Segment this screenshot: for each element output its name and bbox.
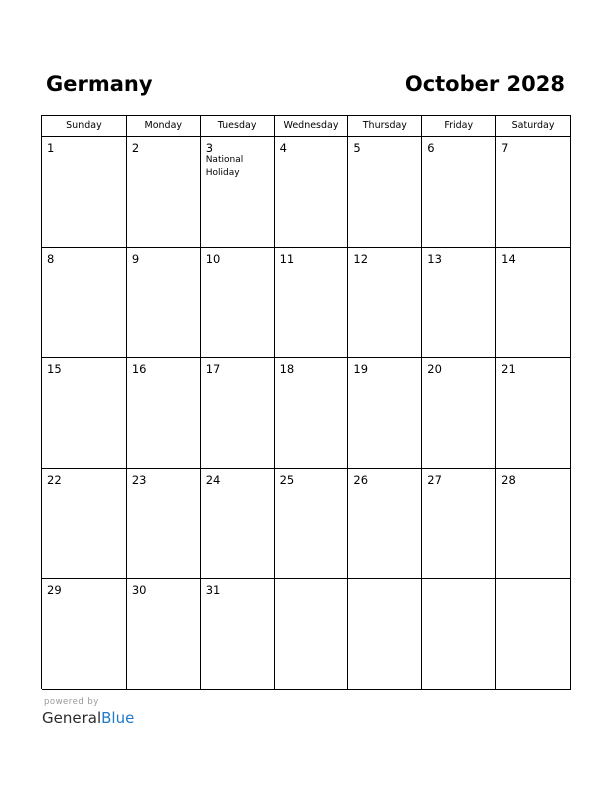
day-cell-empty (275, 579, 349, 690)
calendar-grid (41, 115, 571, 689)
day-number: 14 (501, 251, 516, 266)
day-cell (42, 358, 127, 469)
day-number: 7 (501, 141, 509, 155)
day-cell (422, 248, 496, 359)
day-number: 23 (131, 472, 147, 487)
day-cell (348, 358, 422, 469)
day-number: 26 (353, 472, 369, 487)
day-cell (201, 579, 275, 690)
day-number: 31 (205, 583, 221, 598)
day-number: 25 (279, 472, 295, 487)
week-row (42, 137, 571, 248)
day-cell (127, 579, 201, 690)
day-cell (496, 469, 571, 580)
day-cell (422, 358, 496, 469)
powered-by-text: powered by (44, 697, 99, 707)
day-number: 19 (353, 362, 369, 377)
day-cell (422, 469, 496, 580)
day-cell (496, 137, 571, 248)
day-number: 29 (47, 583, 62, 598)
holiday-label: National Holiday (205, 155, 244, 178)
country-title: Germany (46, 72, 153, 96)
weekday-header: Friday (422, 116, 496, 137)
day-number: 8 (47, 251, 55, 266)
day-cell (201, 358, 275, 469)
day-number: 16 (131, 362, 147, 377)
day-number: 9 (131, 251, 140, 266)
day-number: 20 (427, 362, 442, 377)
generalblue-logo[interactable] (42, 708, 134, 728)
day-cell (348, 248, 422, 359)
day-cell-empty (348, 579, 422, 690)
day-cell (42, 248, 127, 359)
day-cell (422, 137, 496, 248)
day-cell (275, 469, 349, 580)
day-cell (496, 358, 571, 469)
day-cell (127, 358, 201, 469)
day-number: 18 (279, 362, 295, 377)
week-row (42, 469, 571, 580)
day-number: 3 (205, 141, 214, 155)
day-cell-empty (496, 579, 571, 690)
month-year-title: October 2028 (404, 72, 565, 96)
day-number: 17 (205, 362, 221, 377)
day-cell-empty (422, 579, 496, 690)
brand-blue-text: Blue (101, 709, 135, 727)
day-number: 13 (427, 251, 442, 266)
week-row (42, 358, 571, 469)
weekday-header: Tuesday (201, 116, 275, 137)
day-cell (42, 579, 127, 690)
day-cell (275, 137, 349, 248)
day-cell (201, 469, 275, 580)
day-number: 4 (279, 141, 287, 155)
day-cell (201, 248, 275, 359)
day-cell (42, 469, 127, 580)
day-number: 28 (501, 472, 516, 487)
day-cell (496, 248, 571, 359)
day-cell (127, 137, 201, 248)
brand-general-text: General (42, 709, 102, 727)
day-number: 27 (427, 472, 442, 487)
day-number: 1 (47, 141, 55, 155)
weekday-header: Thursday (348, 116, 422, 137)
day-cell (127, 469, 201, 580)
day-number: 5 (353, 141, 361, 155)
weekday-header: Saturday (496, 116, 571, 137)
day-number: 6 (427, 141, 435, 155)
day-number: 24 (205, 472, 221, 487)
day-cell (42, 137, 127, 248)
weekday-header: Sunday (42, 116, 127, 137)
day-cell (201, 137, 275, 248)
day-cell (275, 248, 349, 359)
day-number: 2 (131, 141, 140, 155)
day-cell (127, 248, 201, 359)
day-number: 21 (501, 362, 516, 377)
day-cell (348, 137, 422, 248)
day-number: 10 (205, 251, 221, 266)
day-number: 11 (279, 251, 295, 266)
day-cell (348, 469, 422, 580)
day-number: 30 (131, 583, 147, 598)
weekday-header: Monday (127, 116, 201, 137)
weekday-header: Wednesday (275, 116, 349, 137)
week-row (42, 248, 571, 359)
day-number: 12 (353, 251, 369, 266)
weekday-header-row (42, 116, 571, 137)
week-row (42, 579, 571, 690)
day-cell (275, 358, 349, 469)
day-number: 22 (47, 472, 62, 487)
day-number: 15 (47, 362, 62, 377)
